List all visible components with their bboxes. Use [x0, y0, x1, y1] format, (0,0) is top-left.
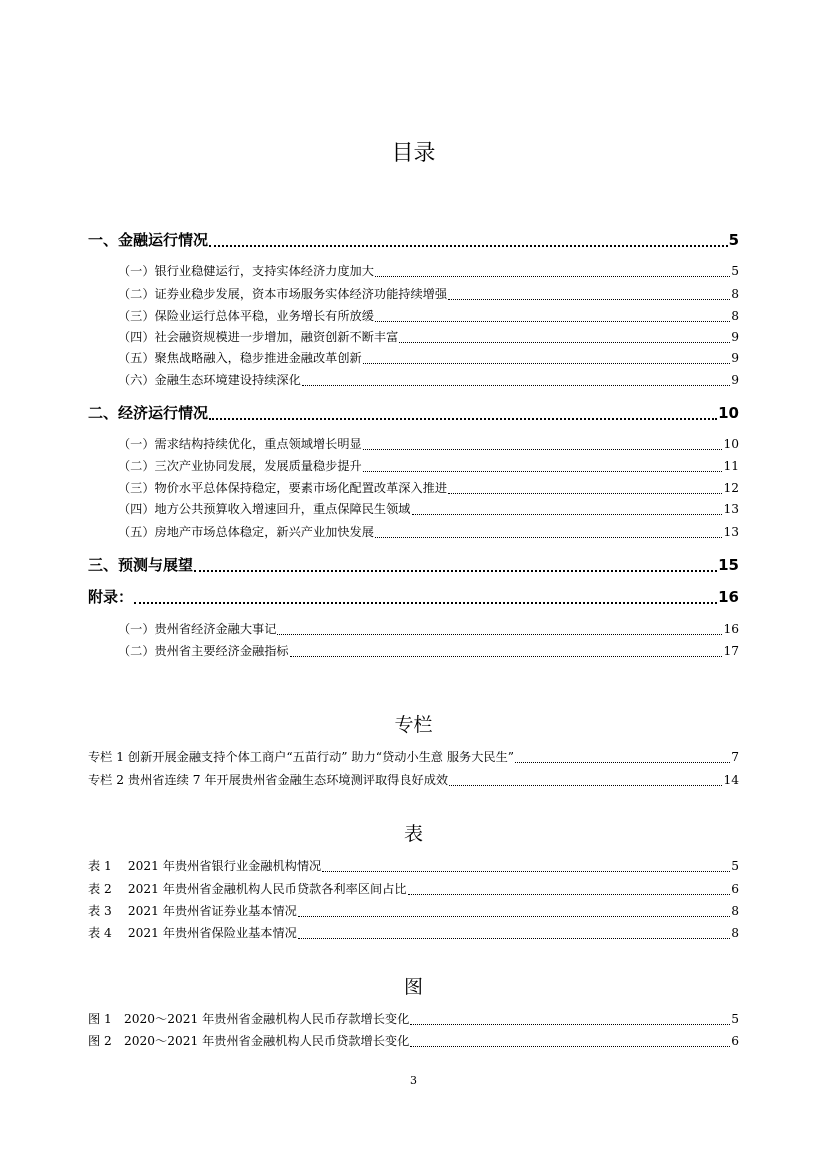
- dot-leader: [515, 762, 730, 763]
- dot-leader: [363, 471, 723, 472]
- toc-entry-page: 9: [731, 351, 739, 365]
- toc-subentry[interactable]: [118, 620, 739, 638]
- toc-entry-label: （一）贵州省经济金融大事记: [118, 622, 277, 636]
- toc-section-appendix[interactable]: [88, 587, 739, 607]
- toc-entry-label: （二）三次产业协同发展，发展质量稳步提升: [118, 459, 362, 473]
- dot-leader: [410, 1024, 730, 1025]
- toc-entry-page: 5: [731, 859, 739, 873]
- columns-heading: 专栏: [394, 714, 433, 736]
- dot-leader: [375, 276, 730, 277]
- dot-leader: [375, 321, 730, 322]
- figure-entry[interactable]: [88, 1032, 739, 1050]
- table-entry[interactable]: [88, 902, 739, 920]
- toc-subentry[interactable]: [118, 285, 739, 303]
- table-entry[interactable]: [88, 924, 739, 942]
- dot-leader: [412, 514, 723, 515]
- toc-entry-label: 三、预测与展望: [88, 556, 194, 574]
- toc-subentry[interactable]: [118, 500, 739, 518]
- dot-leader: [408, 894, 731, 895]
- toc-section-2[interactable]: [88, 403, 739, 423]
- toc-entry-page: 15: [718, 556, 739, 574]
- toc-entry-label: 表 2 2021 年贵州省金融机构人民币贷款各利率区间占比: [88, 882, 407, 896]
- toc-entry-page: 5: [731, 1012, 739, 1026]
- toc-subentry[interactable]: [118, 262, 739, 280]
- dot-leader: [448, 493, 722, 494]
- dot-leader: [298, 916, 730, 917]
- toc-entry-label: （一）银行业稳健运行，支持实体经济力度加大: [118, 264, 374, 278]
- dot-leader: [363, 449, 723, 450]
- tables-heading: 表: [403, 823, 423, 845]
- table-entry[interactable]: [88, 880, 739, 898]
- toc-entry-label: （五）聚焦战略融入，稳步推进金融改革创新: [118, 351, 362, 365]
- dot-leader: [277, 634, 722, 635]
- toc-entry-page: 8: [731, 287, 739, 301]
- toc-entry-label: （一）需求结构持续优化，重点领域增长明显: [118, 437, 362, 451]
- toc-entry-page: 7: [731, 750, 739, 764]
- figure-entry[interactable]: [88, 1010, 739, 1028]
- dot-leader: [363, 363, 730, 364]
- toc-entry-page: 6: [731, 882, 739, 896]
- toc-entry-page: 8: [731, 309, 739, 323]
- toc-entry-page: 13: [723, 525, 739, 539]
- toc-entry-label: （三）保险业运行总体平稳，业务增长有所放缓: [118, 309, 374, 323]
- toc-entry-label: 二、经济运行情况: [88, 404, 209, 422]
- toc-entry-page: 16: [718, 588, 739, 606]
- toc-subentry[interactable]: [118, 457, 739, 475]
- toc-entry-page: 17: [723, 644, 739, 658]
- dot-leader: [399, 342, 730, 343]
- toc-entry-page: 5: [731, 264, 739, 278]
- toc-subentry[interactable]: [118, 435, 739, 453]
- toc-entry-page: 11: [723, 459, 739, 473]
- page-number: 3: [410, 1074, 417, 1087]
- dot-leader: [375, 537, 723, 538]
- table-entry[interactable]: [88, 857, 739, 875]
- toc-entry-label: 表 4 2021 年贵州省保险业基本情况: [88, 926, 297, 940]
- toc-subentry[interactable]: [118, 349, 739, 367]
- toc-entry-page: 13: [723, 502, 739, 516]
- toc-entry-page: 16: [723, 622, 739, 636]
- column-entry[interactable]: [88, 771, 739, 789]
- toc-entry-label: 表 1 2021 年贵州省银行业金融机构情况: [88, 859, 322, 873]
- toc-entry-page: 9: [731, 330, 739, 344]
- toc-subentry[interactable]: [118, 479, 739, 497]
- figures-heading: 图: [403, 976, 423, 998]
- dot-leader: [194, 570, 717, 572]
- column-entry[interactable]: [88, 748, 739, 766]
- dot-leader: [209, 418, 717, 420]
- toc-entry-label: （二）贵州省主要经济金融指标: [118, 644, 289, 658]
- dot-leader: [209, 245, 728, 247]
- toc-entry-label: （五）房地产市场总体稳定，新兴产业加快发展: [118, 525, 374, 539]
- toc-entry-label: 一、金融运行情况: [88, 231, 209, 249]
- toc-section-3[interactable]: [88, 555, 739, 575]
- dot-leader: [410, 1046, 730, 1047]
- dot-leader: [298, 938, 730, 939]
- toc-subentry[interactable]: [118, 371, 739, 389]
- toc-subentry[interactable]: [118, 328, 739, 346]
- toc-section-1[interactable]: [88, 230, 739, 250]
- toc-entry-page: 12: [723, 481, 739, 495]
- toc-entry-page: 10: [723, 437, 739, 451]
- toc-entry-label: 表 3 2021 年贵州省证券业基本情况: [88, 904, 297, 918]
- toc-entry-label: 图 2 2020～2021 年贵州省金融机构人民币贷款增长变化: [88, 1034, 410, 1048]
- toc-title: 目录: [391, 141, 436, 166]
- toc-entry-page: 8: [731, 926, 739, 940]
- toc-subentry[interactable]: [118, 523, 739, 541]
- dot-leader: [322, 871, 730, 872]
- dot-leader: [302, 385, 730, 386]
- toc-entry-page: 9: [731, 373, 739, 387]
- toc-entry-label: 专栏 2 贵州省连续 7 年开展贵州省金融生态环境测评取得良好成效: [88, 773, 449, 787]
- toc-entry-page: 6: [731, 1034, 739, 1048]
- toc-subentry[interactable]: [118, 307, 739, 325]
- dot-leader: [134, 602, 717, 604]
- toc-entry-label: 图 1 2020～2021 年贵州省金融机构人民币存款增长变化: [88, 1012, 410, 1026]
- toc-entry-label: （三）物价水平总体保持稳定，要素市场化配置改革深入推进: [118, 481, 448, 495]
- toc-entry-label: （四）社会融资规模进一步增加，融资创新不断丰富: [118, 330, 399, 344]
- toc-entry-label: 专栏 1 创新开展金融支持个体工商户“五苗行动” 助力“贷动小生意 服务大民生”: [88, 750, 514, 764]
- toc-entry-label: （四）地方公共预算收入增速回升，重点保障民生领域: [118, 502, 411, 516]
- dot-leader: [290, 656, 723, 657]
- toc-entry-label: （六）金融生态环境建设持续深化: [118, 373, 301, 387]
- toc-entry-page: 14: [723, 773, 739, 787]
- toc-entry-label: （二）证券业稳步发展，资本市场服务实体经济功能持续增强: [118, 287, 448, 301]
- dot-leader: [449, 785, 722, 786]
- toc-entry-page: 5: [728, 231, 739, 249]
- toc-entry-label: 附录：: [88, 588, 134, 606]
- dot-leader: [448, 299, 730, 300]
- toc-entry-page: 10: [718, 404, 739, 422]
- toc-entry-page: 8: [731, 904, 739, 918]
- toc-subentry[interactable]: [118, 642, 739, 660]
